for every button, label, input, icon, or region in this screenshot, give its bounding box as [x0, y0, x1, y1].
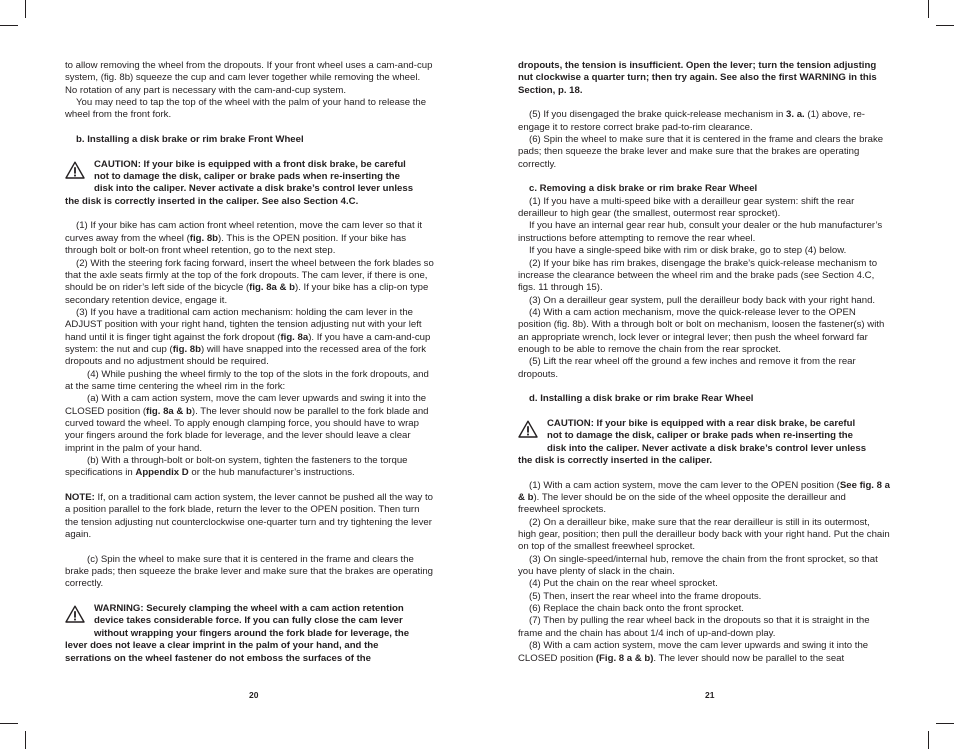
- caution-line: disk into the caliper. Never activate a disk brake’s control lever unless: [94, 183, 414, 195]
- paragraph: (6) Spin the wheel to make sure that it is centered in the frame and clears the brake pads; then squeeze the brake lever and make sure that the brakes are operating correctly.: [518, 134, 884, 170]
- paragraph: (5) Lift the rear wheel off the ground a few inches and remove it from the rear dropouts.: [518, 356, 856, 380]
- paragraph: to allow removing the wheel from the dropouts. If your front wheel uses a cam-and-cup system, (fig. 8b) squeeze the cup and cam lever together while removing the wheel. No rotation of any part is necessary with the cam-and-cup system.: [65, 60, 433, 96]
- paragraph: You may need to tap the top of the wheel with the palm of your hand to release the wheel from the front fork.: [65, 97, 427, 121]
- paragraph: (4) With a cam action mechanism, move the quick-release lever to the OPEN position (fig. 8b). With a through bolt or bolt on mechanism, loosen the fastener(s) with an appropriate wrench, lock lever or integral lever; then push the wheel forward far enough to be able to remove the chain from the rear sprocket.: [518, 306, 885, 355]
- note-paragraph: NOTE: If, on a traditional cam action system, the lever cannot be pushed all the way to a position parallel to the fork blade, return the lever to the OPEN position. Then turn the tension adjusting nut counterclockwise one-quarter turn and try tightening the lever again.: [65, 492, 433, 541]
- warning-continuation: dropouts, the tension is insufficient. Open the lever; turn the tension adjusting nut clockwise a quarter turn; then try again. See also the first WARNING in this Section, p. 18.: [518, 60, 877, 96]
- paragraph: (3) On a derailleur gear system, pull the derailleur body back with your right hand.: [529, 294, 876, 306]
- caution-line: not to damage the disk, caliper or brake pads when re-inserting the: [547, 430, 854, 442]
- paragraph: (2) On a derailleur bike, make sure that the rear derailleur is still in its outermost, high gear, position; then pull the derailleur body back with your right hand. Put the chain on top of the smallest freewheel sprocket.: [518, 516, 890, 553]
- warning-triangle-icon: [65, 161, 85, 179]
- warning-line: lever does not leave a clear imprint in the palm of your hand, and the: [65, 640, 379, 652]
- caution-line: CAUTION: If your bike is equipped with a rear disk brake, be careful: [547, 417, 856, 429]
- paragraph: (a) With a cam action system, move the cam lever upwards and swing it into the CLOSED position (fig. 8a & b). The lever should now be parallel to the fork blade and curved toward the wheel. To apply enough clamping force, you should have to wrap your fingers around the fork blade for leverage, and the lever should leave a clear imprint in the palm of your hand.: [65, 393, 429, 454]
- warning-line: device takes considerable force. If you can fully close the cam lever: [94, 615, 403, 627]
- paragraph: (7) Then by pulling the rear wheel back in the dropouts so that it is straight in the frame and the chain has about 1/4 inch of up-and-down play.: [518, 615, 870, 639]
- warning-triangle-icon: [65, 605, 85, 623]
- paragraph: (5) Then, insert the rear wheel into the frame dropouts.: [529, 590, 762, 602]
- page-number: 20: [249, 690, 259, 700]
- warning-box: [65, 603, 435, 665]
- caution-line: CAUTION: If your bike is equipped with a front disk brake, be careful: [94, 158, 406, 170]
- paragraph: (1) With a cam action system, move the cam lever to the OPEN position (See fig. 8 a & b). The lever should be on the side of the wheel opposite the derailleur and freewheel sprockets.: [518, 479, 890, 516]
- warning-line: serrations on the wheel fastener do not emboss the surfaces of the: [65, 652, 372, 664]
- warning-line: WARNING: Securely clamping the wheel with a cam action retention: [94, 603, 404, 615]
- caution-line: not to damage the disk, caliper or brake pads when re-inserting the: [94, 171, 401, 183]
- paragraph: (c) Spin the wheel to make sure that it is centered in the frame and clears the brake pads; then squeeze the brake lever and make sure that the brakes are operating correctly.: [65, 553, 433, 590]
- section-heading: c. Removing a disk brake or rim brake Rear Wheel: [529, 183, 758, 195]
- caution-line: the disk is correctly inserted in the caliper.: [518, 455, 713, 466]
- paragraph: (5) If you disengaged the brake quick-release mechanism in 3. a. (1) above, re-engage it to restore correct brake pad-to-rim clearance.: [518, 109, 865, 133]
- caution-box: [65, 159, 435, 208]
- paragraph: If you have an internal gear rear hub, consult your dealer or the hub manufacturer’s instructions before attempting to remove the rear wheel.: [518, 220, 883, 244]
- right-page: [477, 0, 954, 749]
- caution-line: disk into the caliper. Never activate a disk brake’s control lever unless: [547, 442, 867, 454]
- warning-line: without wrapping your fingers around the fork blade for leverage, the: [94, 627, 410, 639]
- paragraph: (4) While pushing the wheel firmly to the top of the slots in the fork dropouts, and at the same time centering the wheel rim in the fork:: [65, 368, 429, 392]
- paragraph: (b) With a through-bolt or bolt-on system, tighten the fasteners to the torque specifications in Appendix D or the hub manufacturer’s instructions.: [65, 455, 408, 479]
- caution-line: the disk is correctly inserted in the caliper. See also Section 4.C.: [65, 195, 359, 207]
- paragraph: (1) If your bike has cam action front wheel retention, move the cam lever so that it curves away from the wheel (fig. 8b). This is the OPEN position. If your bike has through bolt or bolt-on front wheel retention, go to the next step.: [65, 220, 423, 257]
- section-heading: d. Installing a disk brake or rim brake Rear Wheel: [529, 393, 754, 405]
- caution-box: [518, 418, 890, 467]
- paragraph: (1) If you have a multi-speed bike with a derailleur gear system: shift the rear derailleur to high gear (the smallest, outermost rear sprocket).: [518, 195, 855, 220]
- paragraph: (3) If you have a traditional cam action mechanism: holding the cam lever in the ADJUST position with your right hand, tighten the tension adjusting nut with your left hand until it is finger tight against the fork dropout (fig. 8a). If you have a cam-and-cup system: the nut and cup (fig. 8b) will have snapped into the recessed area of the fork dropouts and no adjustment should be required.: [65, 306, 431, 368]
- section-heading: b. Installing a disk brake or rim brake Front Wheel: [76, 134, 304, 146]
- paragraph: (2) If your bike has rim brakes, disengage the brake’s quick-release mechanism to increase the clearance between the wheel rim and the brake pads (see Section 4.C, figs. 11 through 15).: [518, 257, 878, 294]
- warning-triangle-icon: [518, 420, 538, 438]
- paragraph: (4) Put the chain on the rear wheel sprocket.: [529, 578, 718, 590]
- paragraph: (6) Replace the chain back onto the front sprocket.: [529, 603, 744, 615]
- paragraph: If you have a single-speed bike with rim or disk brake, go to step (4) below.: [529, 245, 847, 257]
- paragraph: (2) With the steering fork facing forward, insert the wheel between the fork blades so that the axle seats firmly at the top of the fork dropouts. The cam lever, if there is one, should be on rider’s left side of the bicycle (fig. 8a & b). If your bike has a clip-on type secondary retention device, engage it.: [65, 257, 434, 306]
- paragraph: (8) With a cam action system, move the cam lever upwards and swing it into the CLOSED position (Fig. 8 a & b). The lever should now be parallel to the seat: [518, 640, 869, 664]
- page-number: 21: [705, 690, 715, 700]
- right-column: [518, 60, 890, 665]
- paragraph: (3) On single-speed/internal hub, remove the chain from the front sprocket, so that you have plenty of slack in the chain.: [518, 553, 878, 578]
- left-column: [65, 60, 435, 665]
